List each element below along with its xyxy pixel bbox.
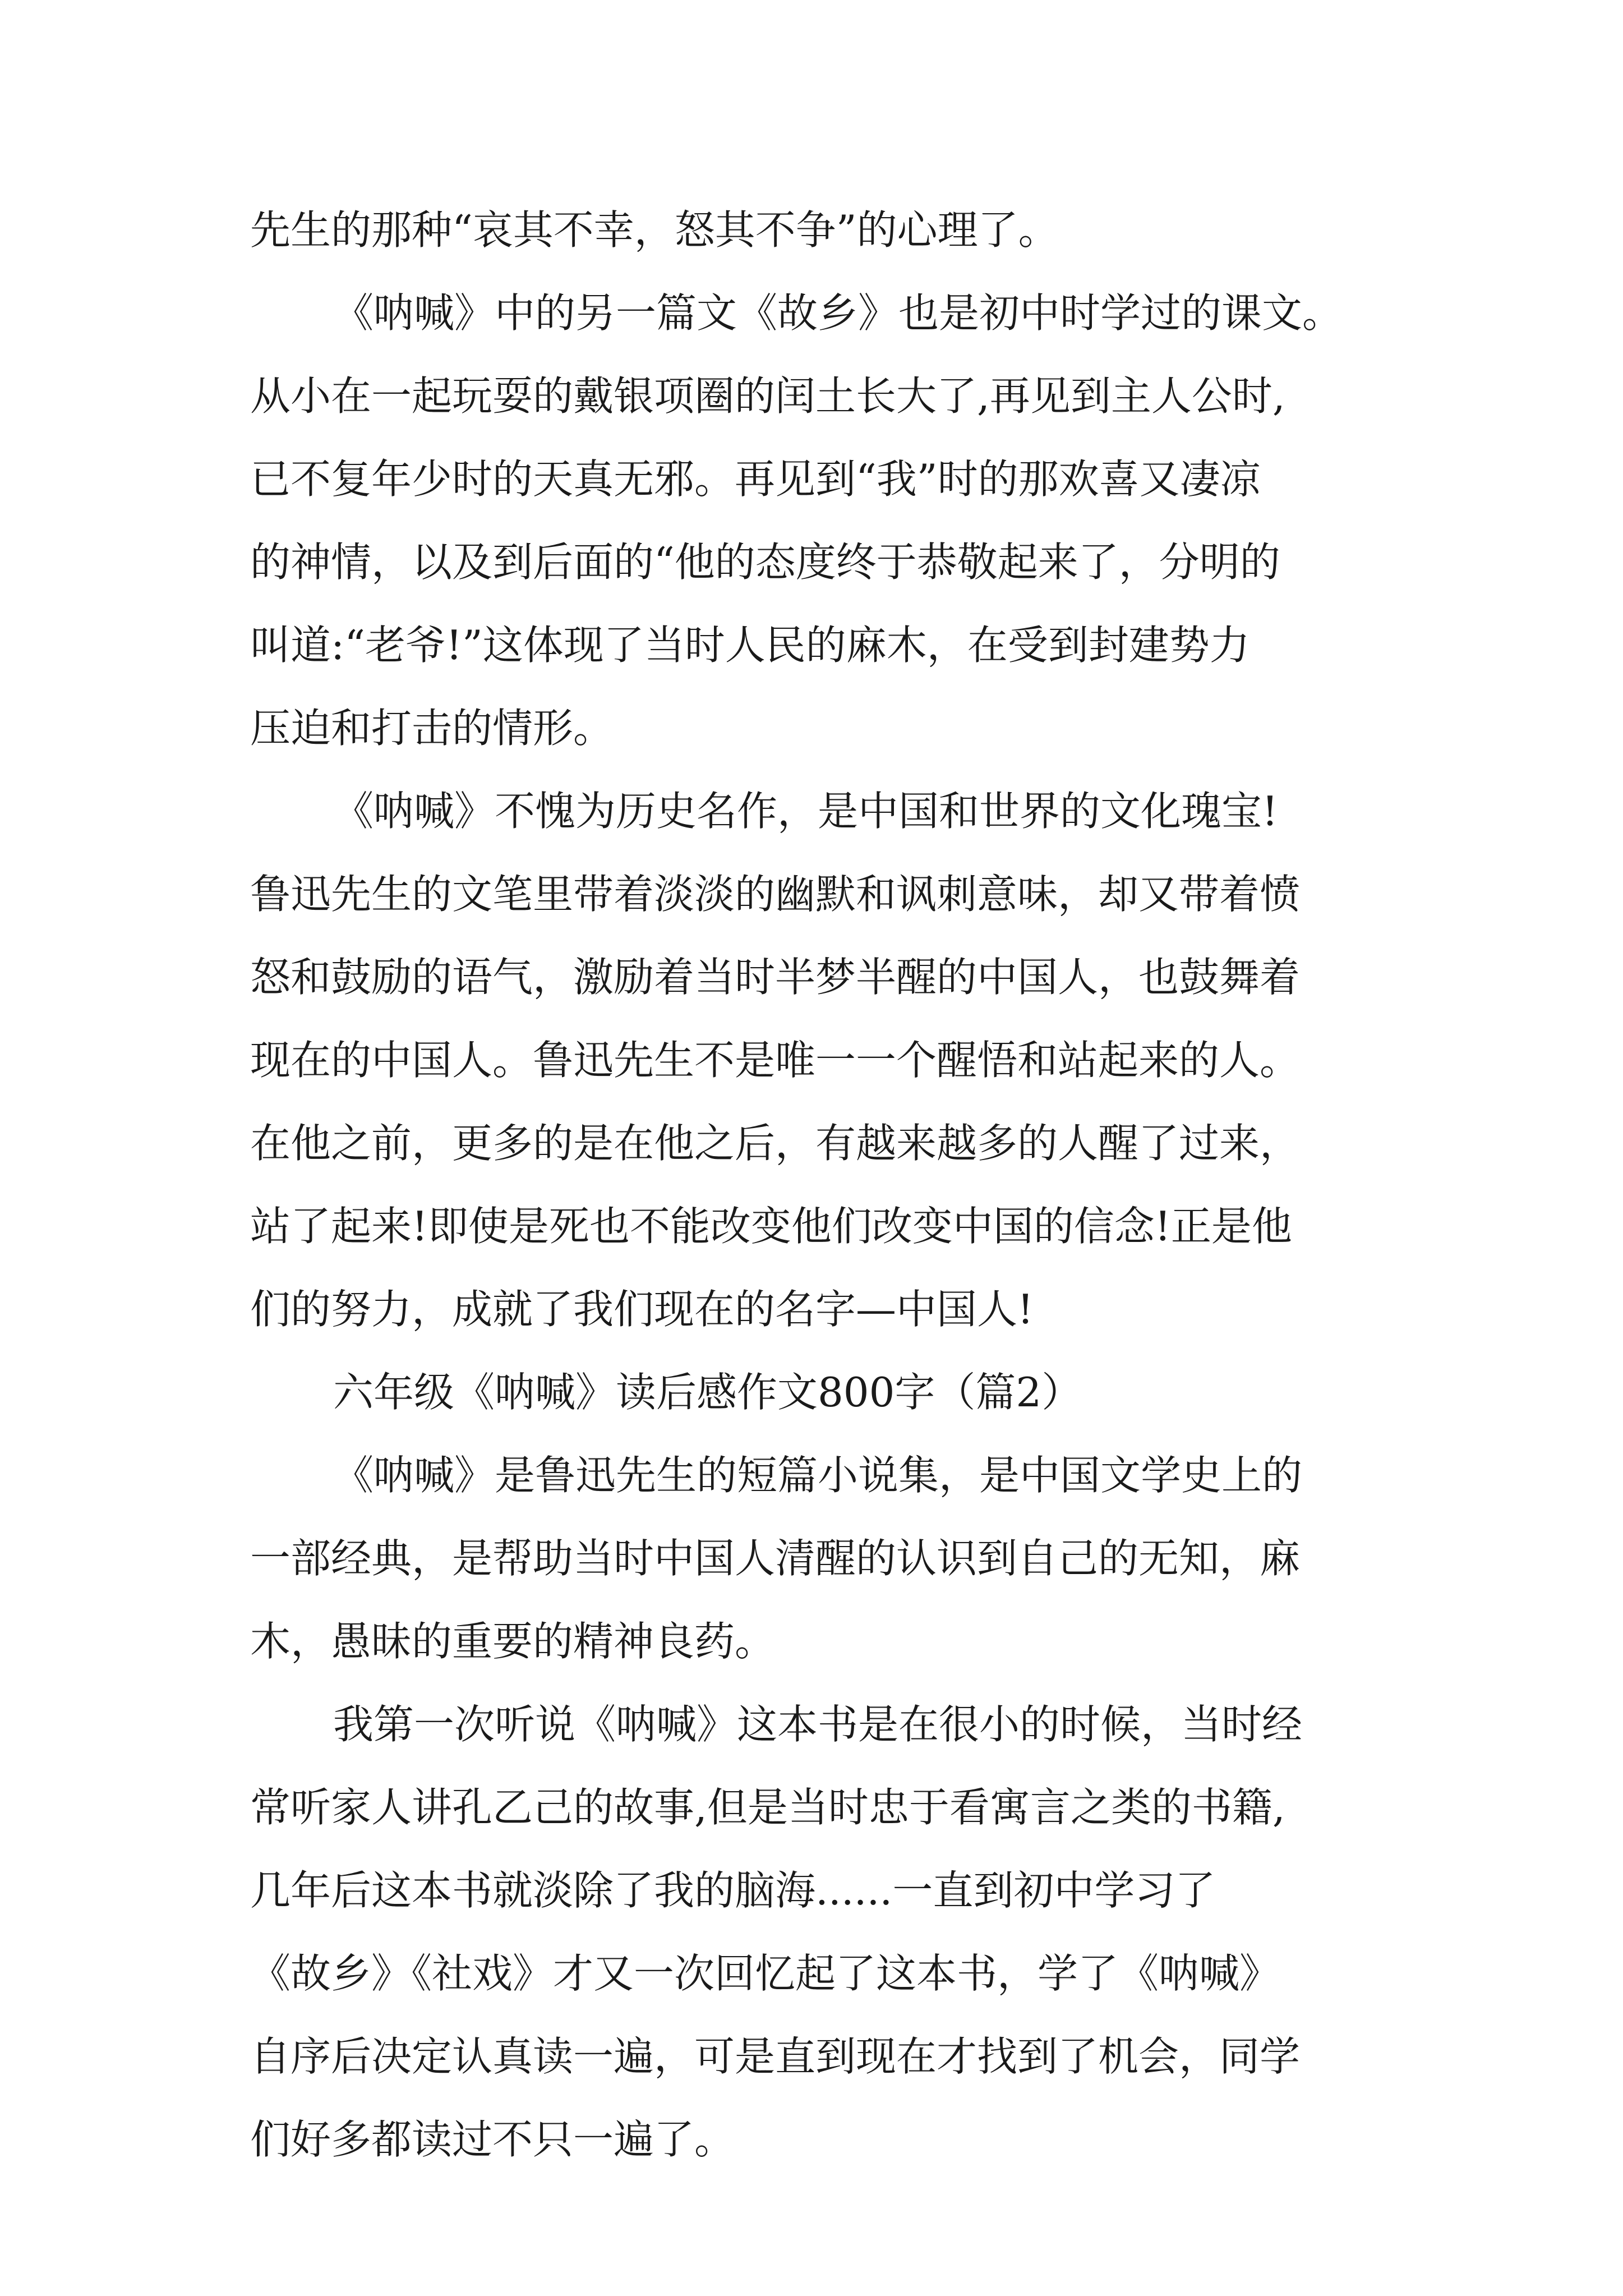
paragraph-first-line: 《呐喊》不愧为历史名作，是中国和世界的文化瑰宝! [333,788,1278,835]
text-line: 常听家人讲孔乙己的故事,但是当时忠于看寓言之类的书籍, [250,1784,1285,1831]
text-line: 木，愚昧的重要的精神良药。 [250,1618,776,1665]
text-line: 们好多都读过不只一遍了。 [250,2116,735,2163]
text-line: 的神情，以及到后面的“他的态度终于恭敬起来了，分明的 [250,539,1280,586]
text-line: 叫道:“老爷!”这体现了当时人民的麻木，在受到封建势力 [250,622,1250,669]
text-line: 几年后这本书就淡除了我的脑海......一直到初中学习了 [250,1867,1216,1914]
text-line: 鲁迅先生的文笔里带着淡淡的幽默和讽刺意味，却又带着愤 [250,871,1301,918]
text-line: 先生的那种“哀其不幸，怒其不争”的心理了。 [250,206,1059,254]
text-line: 从小在一起玩耍的戴银项圈的闰土长大了,再见到主人公时, [250,372,1285,420]
paragraph-first-line: 《呐喊》中的另一篇文《故乡》也是初中时学过的课文。 [333,289,1343,337]
text-line: 《故乡》《社戏》才又一次回忆起了这本书，学了《呐喊》 [250,1950,1280,1997]
text-line: 一部经典，是帮助当时中国人清醒的认识到自己的无知，麻 [250,1535,1301,1582]
text-line: 压迫和打击的情形。 [250,705,614,752]
paragraph-first-line: 《呐喊》是鲁迅先生的短篇小说集，是中国文学史上的 [333,1452,1303,1499]
text-line: 们的努力，成就了我们现在的名字—中国人! [250,1286,1034,1333]
text-line: 已不复年少时的天真无邪。再见到“我”时的那欢喜又凄凉 [250,455,1261,503]
text-line: 站了起来!即使是死也不能改变他们改变中国的信念!正是他 [250,1203,1292,1250]
paragraph-first-line: 我第一次听说《呐喊》这本书是在很小的时候，当时经 [333,1701,1303,1748]
text-line: 在他之前，更多的是在他之后，有越来越多的人醒了过来， [250,1120,1301,1167]
text-line: 怒和鼓励的语气，激励着当时半梦半醒的中国人，也鼓舞着 [250,954,1301,1001]
text-line: 现在的中国人。鲁迅先生不是唯一一个醒悟和站起来的人。 [250,1037,1301,1084]
text-line: 自序后决定认真读一遍，可是直到现在才找到了机会，同学 [250,2033,1301,2080]
section-heading: 六年级《呐喊》读后感作文800字（篇2） [333,1369,1082,1416]
